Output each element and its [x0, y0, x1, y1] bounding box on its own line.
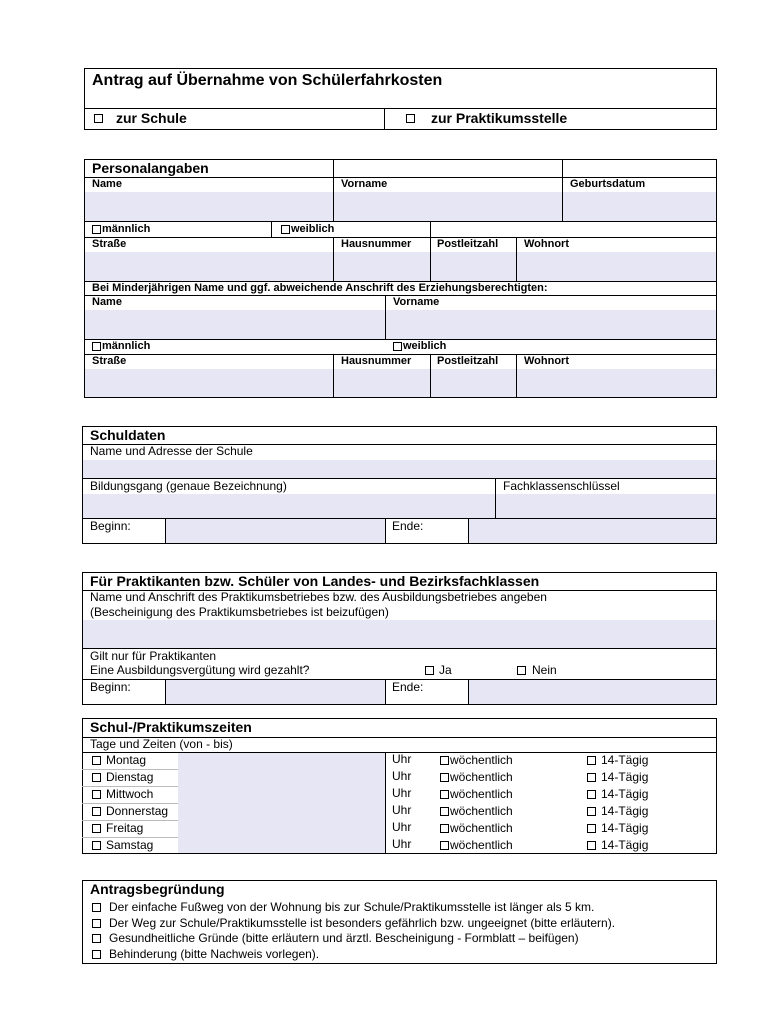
weekly-checkbox[interactable] — [440, 807, 449, 816]
name-input[interactable] — [85, 192, 333, 221]
biweekly-label: 14-Tägig — [601, 838, 649, 852]
day-checkbox[interactable] — [92, 790, 101, 799]
intern-company-input[interactable] — [83, 620, 716, 648]
biweekly-label: 14-Tägig — [601, 821, 649, 835]
guardian-weiblich-checkbox[interactable] — [393, 342, 402, 351]
strasse-label: Straße — [92, 238, 127, 250]
biweekly-label: 14-Tägig — [601, 753, 649, 767]
guardian-strasse-label: Straße — [92, 355, 127, 367]
wohnort-label: Wohnort — [524, 238, 570, 250]
day-label: Freitag — [106, 821, 144, 835]
guardian-hausnummer-label: Hausnummer — [341, 355, 412, 367]
day-checkbox[interactable] — [92, 841, 101, 850]
weekly-checkbox[interactable] — [440, 756, 449, 765]
school-name-input[interactable] — [83, 460, 716, 478]
allowance-ja-checkbox[interactable] — [425, 666, 434, 675]
internship-option-label: zur Praktikumsstelle — [431, 110, 568, 126]
wohnort-input[interactable] — [517, 252, 716, 281]
weekly-label: wöchentlich — [450, 821, 513, 835]
reason-item: Behinderung (bitte Nachweis vorlegen). — [109, 946, 320, 961]
intern-ende-input[interactable] — [469, 680, 716, 704]
times-input-area[interactable] — [178, 753, 385, 853]
weekly-checkbox[interactable] — [440, 841, 449, 850]
reason-checkbox[interactable] — [92, 903, 101, 912]
name-label: Name — [92, 178, 122, 190]
school-beginn-label: Beginn: — [90, 519, 131, 533]
guardian-name-input[interactable] — [85, 310, 385, 339]
school-beginn-input[interactable] — [166, 519, 385, 543]
vorname-label: Vorname — [341, 178, 388, 190]
biweekly-checkbox[interactable] — [587, 841, 596, 850]
personal-title: Personalangaben — [92, 160, 209, 176]
guardian-vorname-label: Vorname — [393, 296, 440, 308]
biweekly-checkbox[interactable] — [587, 807, 596, 816]
intern-title: Für Praktikanten bzw. Schüler von Landes- und Bezirksfachklassen — [90, 573, 540, 589]
biweekly-checkbox[interactable] — [587, 773, 596, 782]
vorname-input[interactable] — [334, 192, 562, 221]
day-label: Montag — [106, 753, 147, 767]
allowance-ja-label: Ja — [439, 663, 452, 677]
fachklassen-input[interactable] — [496, 494, 716, 518]
biweekly-checkbox[interactable] — [587, 756, 596, 765]
guardian-wohnort-label: Wohnort — [524, 355, 570, 367]
uhr-label: Uhr — [392, 786, 412, 800]
weiblich-label: weiblich — [291, 223, 335, 235]
biweekly-checkbox[interactable] — [587, 790, 596, 799]
form-title: Antrag auf Übernahme von Schülerfahrkosten — [92, 72, 443, 89]
weekly-checkbox[interactable] — [440, 824, 449, 833]
geburtsdatum-label: Geburtsdatum — [570, 178, 646, 190]
guardian-name-label: Name — [92, 296, 122, 308]
day-checkbox[interactable] — [92, 824, 101, 833]
school-name-label: Name und Adresse der Schule — [90, 444, 253, 458]
allowance-nein-checkbox[interactable] — [517, 666, 526, 675]
school-option-label: zur Schule — [116, 110, 187, 126]
biweekly-label: 14-Tägig — [601, 770, 649, 784]
bildungsgang-input[interactable] — [83, 494, 495, 518]
guardian-wohnort-input[interactable] — [517, 369, 716, 397]
school-ende-label: Ende: — [392, 519, 424, 533]
school-ende-input[interactable] — [469, 519, 716, 543]
reason-checkbox[interactable] — [92, 919, 101, 928]
geburtsdatum-input[interactable] — [563, 192, 716, 221]
uhr-label: Uhr — [392, 837, 412, 851]
biweekly-label: 14-Tägig — [601, 804, 649, 818]
biweekly-checkbox[interactable] — [587, 824, 596, 833]
guardian-postleitzahl-input[interactable] — [431, 369, 516, 397]
allowance-question: Eine Ausbildungsvergütung wird gezahlt? — [90, 663, 310, 677]
guardian-title: Bei Minderjährigen Name und ggf. abweichende Anschrift des Erziehungsberechtigten: — [92, 282, 548, 294]
weekly-checkbox[interactable] — [440, 790, 449, 799]
intern-ende-label: Ende: — [392, 680, 424, 694]
reason-checkbox[interactable] — [92, 950, 101, 959]
guardian-hausnummer-input[interactable] — [334, 369, 430, 397]
school-title: Schuldaten — [90, 427, 166, 443]
day-label: Donnerstag — [106, 804, 169, 818]
only-interns-label: Gilt nur für Praktikanten — [90, 649, 217, 663]
strasse-input[interactable] — [85, 252, 333, 281]
reason-item: Gesundheitliche Gründe (bitte erläutern und ärztl. Bescheinigung - Formblatt – beifügen) — [109, 931, 579, 945]
reason-title: Antragsbegründung — [90, 881, 225, 897]
postleitzahl-input[interactable] — [431, 252, 516, 281]
day-checkbox[interactable] — [92, 773, 101, 782]
internship-checkbox[interactable] — [406, 114, 415, 123]
intern-beginn-input[interactable] — [166, 680, 385, 704]
reason-checkbox[interactable] — [92, 934, 101, 943]
school-checkbox[interactable] — [94, 114, 103, 123]
uhr-label: Uhr — [392, 803, 412, 817]
intern-line2: (Bescheinigung des Praktikumsbetriebes ist beizufügen) — [90, 605, 389, 619]
weekly-label: wöchentlich — [450, 753, 513, 767]
weekly-checkbox[interactable] — [440, 773, 449, 782]
reason-item: Der Weg zur Schule/Praktikumsstelle ist besonders gefährlich bzw. ungeeignet (bitte erläutern). — [109, 915, 616, 930]
weekly-label: wöchentlich — [450, 787, 513, 801]
allowance-nein-label: Nein — [532, 663, 557, 677]
guardian-postleitzahl-label: Postleitzahl — [437, 355, 499, 367]
guardian-strasse-input[interactable] — [85, 369, 333, 397]
hausnummer-input[interactable] — [334, 252, 430, 281]
maennlich-checkbox[interactable] — [92, 225, 101, 234]
day-label: Samstag — [106, 838, 154, 852]
postleitzahl-label: Postleitzahl — [437, 238, 499, 250]
intern-beginn-label: Beginn: — [90, 680, 131, 694]
guardian-weiblich-label: weiblich — [403, 340, 447, 352]
guardian-vorname-input[interactable] — [386, 310, 716, 339]
maennlich-label: männlich — [102, 223, 151, 235]
uhr-label: Uhr — [392, 752, 412, 766]
day-checkbox[interactable] — [92, 756, 101, 765]
day-label: Dienstag — [106, 770, 154, 784]
bildungsgang-label: Bildungsgang (genaue Bezeichnung) — [90, 479, 287, 493]
weekly-label: wöchentlich — [450, 804, 513, 818]
hausnummer-label: Hausnummer — [341, 238, 412, 250]
guardian-maennlich-label: männlich — [102, 340, 151, 352]
weekly-label: wöchentlich — [450, 770, 513, 784]
times-title: Schul-/Praktikumszeiten — [90, 719, 252, 735]
intern-line1: Name und Anschrift des Praktikumsbetriebes bzw. des Ausbildungsbetriebes angeben — [90, 590, 547, 604]
times-subtitle: Tage und Zeiten (von - bis) — [90, 737, 233, 751]
fachklassen-label: Fachklassenschlüssel — [503, 479, 620, 493]
uhr-label: Uhr — [392, 820, 412, 834]
day-label: Mittwoch — [106, 787, 154, 801]
day-checkbox[interactable] — [92, 807, 101, 816]
guardian-maennlich-checkbox[interactable] — [92, 342, 101, 351]
biweekly-label: 14-Tägig — [601, 787, 649, 801]
uhr-label: Uhr — [392, 769, 412, 783]
weekly-label: wöchentlich — [450, 838, 513, 852]
weiblich-checkbox[interactable] — [281, 225, 290, 234]
reason-item: Der einfache Fußweg von der Wohnung bis zur Schule/Praktikumsstelle ist länger als 5 km. — [109, 900, 595, 914]
